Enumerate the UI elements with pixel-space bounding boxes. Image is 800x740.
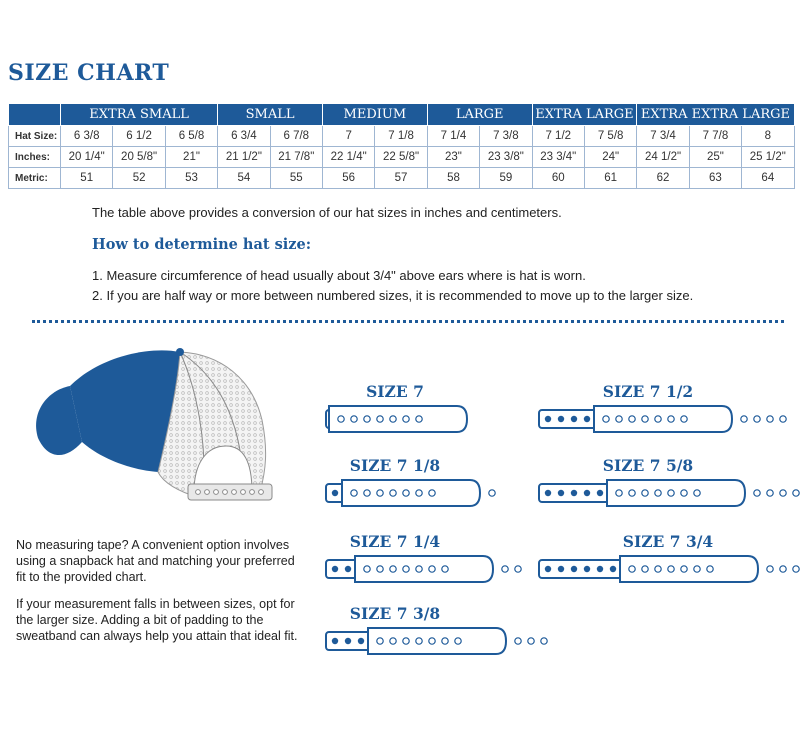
strap-hole-open — [681, 490, 687, 496]
strap-overlay — [607, 480, 745, 506]
table-cell: 23 3/4" — [532, 147, 584, 168]
strap-hole-open — [390, 566, 396, 572]
strap-hole-open — [416, 566, 422, 572]
strap-hole-open — [403, 490, 409, 496]
table-cell: 20 1/4" — [61, 147, 113, 168]
strap-hole-open — [629, 490, 635, 496]
table-description: The table above provides a conversion of our hat sizes in inches and centimeters. — [92, 205, 562, 220]
strap-hole-exposed — [541, 638, 547, 644]
strap-hole-open — [668, 416, 674, 422]
strap-hole-exposed — [515, 638, 521, 644]
strap-hole-open — [403, 638, 409, 644]
table-cell: 24" — [584, 147, 636, 168]
strap-hole-exposed — [741, 416, 747, 422]
strap-hole-open — [403, 566, 409, 572]
strap-hole-exposed — [793, 490, 799, 496]
strap-size-7-5-8 — [538, 456, 748, 516]
group-extra-large: EXTRA LARGE — [532, 104, 637, 126]
strap-size-label: SIZE 7 3/8 — [349, 604, 441, 623]
table-cell: 7 1/8 — [375, 126, 427, 147]
strap-overlay — [620, 556, 758, 582]
table-cell: 23 3/8" — [480, 147, 532, 168]
table-cell: 25" — [689, 147, 741, 168]
group-extra-extra-large: EXTRA EXTRA LARGE — [637, 104, 794, 126]
table-cell: 61 — [584, 168, 636, 189]
strap-hole-filled — [584, 566, 590, 572]
baseball-cap-icon — [30, 342, 290, 512]
snapback-strap-icon — [538, 476, 800, 510]
strap-overlay — [329, 406, 467, 432]
strap-overlay — [368, 628, 506, 654]
table-cell: 22 5/8" — [375, 147, 427, 168]
strap-hole-filled — [558, 490, 564, 496]
header-corner — [9, 104, 61, 126]
strap-hole-filled — [558, 566, 564, 572]
table-cell: 20 5/8" — [113, 147, 165, 168]
strap-size-label: SIZE 7 1/4 — [349, 532, 441, 551]
group-medium: MEDIUM — [322, 104, 427, 126]
strap-hole-filled — [345, 566, 351, 572]
snapback-strap-icon — [325, 552, 531, 586]
strap-hole-exposed — [502, 566, 508, 572]
snapback-strap-icon — [538, 402, 796, 436]
strap-hole-open — [668, 566, 674, 572]
row-label: Metric: — [9, 168, 61, 189]
strap-size-7 — [325, 382, 525, 442]
strap-hole-open — [429, 566, 435, 572]
strap-hole-open — [642, 490, 648, 496]
snapback-strap-icon — [325, 624, 557, 658]
strap-hole-open — [681, 416, 687, 422]
strap-hole-open — [681, 566, 687, 572]
page-title: SIZE CHART — [8, 60, 170, 86]
strap-hole-open — [416, 638, 422, 644]
how-to-steps — [92, 266, 693, 306]
strap-hole-exposed — [780, 566, 786, 572]
strap-hole-open — [429, 638, 435, 644]
strap-size-7-3-8 — [325, 604, 525, 664]
strap-hole-open — [377, 566, 383, 572]
table-cell: 6 1/2 — [113, 126, 165, 147]
strap-hole-filled — [584, 490, 590, 496]
strap-hole-open — [655, 490, 661, 496]
table-cell: 7 5/8 — [584, 126, 636, 147]
between-sizes-note: If your measurement falls in between sizes, opt for the larger size. Adding a bit of padding to the sweatband can always help you attain that ideal fit. — [16, 597, 298, 643]
strap-overlay — [355, 556, 493, 582]
table-cell: 24 1/2" — [637, 147, 689, 168]
strap-hole-filled — [545, 416, 551, 422]
strap-hole-filled — [571, 490, 577, 496]
strap-hole-open — [455, 638, 461, 644]
table-cell: 62 — [637, 168, 689, 189]
strap-hole-open — [694, 490, 700, 496]
table-cell: 7 1/4 — [427, 126, 479, 147]
strap-hole-open — [655, 566, 661, 572]
strap-hole-exposed — [767, 416, 773, 422]
table-cell: 8 — [742, 126, 794, 147]
strap-hole-open — [416, 416, 422, 422]
strap-hole-open — [642, 566, 648, 572]
strap-hole-open — [364, 490, 370, 496]
table-cell: 52 — [113, 168, 165, 189]
metric-row — [9, 168, 795, 189]
strap-hole-open — [377, 638, 383, 644]
measuring-tape-note: No measuring tape? A convenient option involves using a snapback hat and matching your preferred fit to the provided chart. — [16, 538, 295, 584]
table-cell: 6 7/8 — [270, 126, 322, 147]
strap-hole-open — [390, 490, 396, 496]
strap-size-label: SIZE 7 — [366, 382, 424, 401]
strap-size-7-3-4 — [538, 532, 768, 592]
table-cell: 58 — [427, 168, 479, 189]
strap-size-label: SIZE 7 5/8 — [602, 456, 694, 475]
table-cell: 21 1/2" — [218, 147, 270, 168]
group-extra-small: EXTRA SMALL — [61, 104, 218, 126]
table-cell: 56 — [322, 168, 374, 189]
strap-size-7-1-2 — [538, 382, 748, 442]
strap-hole-exposed — [767, 566, 773, 572]
strap-hole-open — [390, 638, 396, 644]
strap-hole-open — [442, 638, 448, 644]
strap-hole-exposed — [780, 490, 786, 496]
table-cell: 7 1/2 — [532, 126, 584, 147]
strap-hole-exposed — [793, 566, 799, 572]
strap-hole-open — [629, 416, 635, 422]
strap-hole-open — [616, 490, 622, 496]
table-cell: 7 3/4 — [637, 126, 689, 147]
strap-hole-filled — [584, 416, 590, 422]
strap-hole-open — [668, 490, 674, 496]
table-cell: 53 — [165, 168, 217, 189]
strap-hole-open — [603, 416, 609, 422]
strap-hole-filled — [558, 416, 564, 422]
strap-hole-open — [377, 416, 383, 422]
dotted-divider — [32, 320, 784, 323]
strap-hole-open — [416, 490, 422, 496]
strap-size-7-1-8 — [325, 456, 525, 516]
strap-hole-open — [642, 416, 648, 422]
table-cell: 59 — [480, 168, 532, 189]
strap-hole-open — [377, 490, 383, 496]
strap-hole-open — [351, 490, 357, 496]
strap-hole-open — [364, 566, 370, 572]
strap-hole-open — [694, 566, 700, 572]
strap-hole-filled — [571, 566, 577, 572]
strap-hole-exposed — [754, 490, 760, 496]
strap-hole-filled — [571, 416, 577, 422]
strap-hole-exposed — [528, 638, 534, 644]
strap-hole-exposed — [489, 490, 495, 496]
table-cell: 23" — [427, 147, 479, 168]
strap-hole-open — [364, 416, 370, 422]
table-cell: 6 5/8 — [165, 126, 217, 147]
strap-hole-filled — [545, 566, 551, 572]
strap-hole-filled — [597, 490, 603, 496]
strap-hole-exposed — [754, 416, 760, 422]
strap-hole-open — [707, 566, 713, 572]
strap-hole-filled — [332, 490, 338, 496]
hat-size-row — [9, 126, 795, 147]
row-label: Inches: — [9, 147, 61, 168]
strap-hole-open — [338, 416, 344, 422]
strap-hole-open — [390, 416, 396, 422]
strap-size-label: SIZE 7 1/8 — [349, 456, 441, 475]
strap-size-7-1-4 — [325, 532, 525, 592]
table-cell: 7 3/8 — [480, 126, 532, 147]
group-large: LARGE — [427, 104, 532, 126]
strap-hole-open — [429, 490, 435, 496]
strap-hole-open — [655, 416, 661, 422]
strap-hole-open — [629, 566, 635, 572]
strap-hole-open — [351, 416, 357, 422]
strap-hole-open — [403, 416, 409, 422]
how-to-step: 2. If you are half way or more between numbered sizes, it is recommended to move up to the larger size. — [92, 288, 694, 303]
strap-size-label: SIZE 7 3/4 — [622, 532, 714, 551]
strap-overlay — [594, 406, 732, 432]
table-cell: 6 3/4 — [218, 126, 270, 147]
snapback-strap-icon — [538, 552, 800, 586]
table-cell: 57 — [375, 168, 427, 189]
snapback-strap-icon — [325, 476, 505, 510]
how-to-step: 1. Measure circumference of head usually about 3/4" above ears where is hat is worn. — [92, 268, 586, 283]
table-cell: 21 7/8" — [270, 147, 322, 168]
size-group-header-row — [9, 104, 795, 126]
strap-hole-filled — [345, 638, 351, 644]
strap-hole-open — [616, 416, 622, 422]
strap-hole-exposed — [767, 490, 773, 496]
strap-hole-open — [442, 566, 448, 572]
table-cell: 6 3/8 — [61, 126, 113, 147]
how-to-heading: How to determine hat size: — [92, 236, 312, 253]
strap-hole-exposed — [780, 416, 786, 422]
table-cell: 64 — [742, 168, 794, 189]
strap-hole-filled — [358, 638, 364, 644]
strap-hole-filled — [332, 566, 338, 572]
strap-hole-exposed — [515, 566, 521, 572]
strap-hole-filled — [610, 566, 616, 572]
table-cell: 60 — [532, 168, 584, 189]
inches-row — [9, 147, 795, 168]
table-cell: 7 7/8 — [689, 126, 741, 147]
strap-hole-filled — [332, 638, 338, 644]
strap-size-label: SIZE 7 1/2 — [602, 382, 694, 401]
table-cell: 22 1/4" — [322, 147, 374, 168]
group-small: SMALL — [218, 104, 323, 126]
table-cell: 55 — [270, 168, 322, 189]
table-cell: 21" — [165, 147, 217, 168]
strap-overlay — [342, 480, 480, 506]
table-cell: 63 — [689, 168, 741, 189]
snapback-strap-icon — [325, 402, 479, 436]
table-cell: 54 — [218, 168, 270, 189]
row-label: Hat Size: — [9, 126, 61, 147]
table-cell: 51 — [61, 168, 113, 189]
table-cell: 7 — [322, 126, 374, 147]
table-cell: 25 1/2" — [742, 147, 794, 168]
size-chart-table — [8, 104, 795, 189]
strap-hole-filled — [597, 566, 603, 572]
strap-hole-filled — [545, 490, 551, 496]
